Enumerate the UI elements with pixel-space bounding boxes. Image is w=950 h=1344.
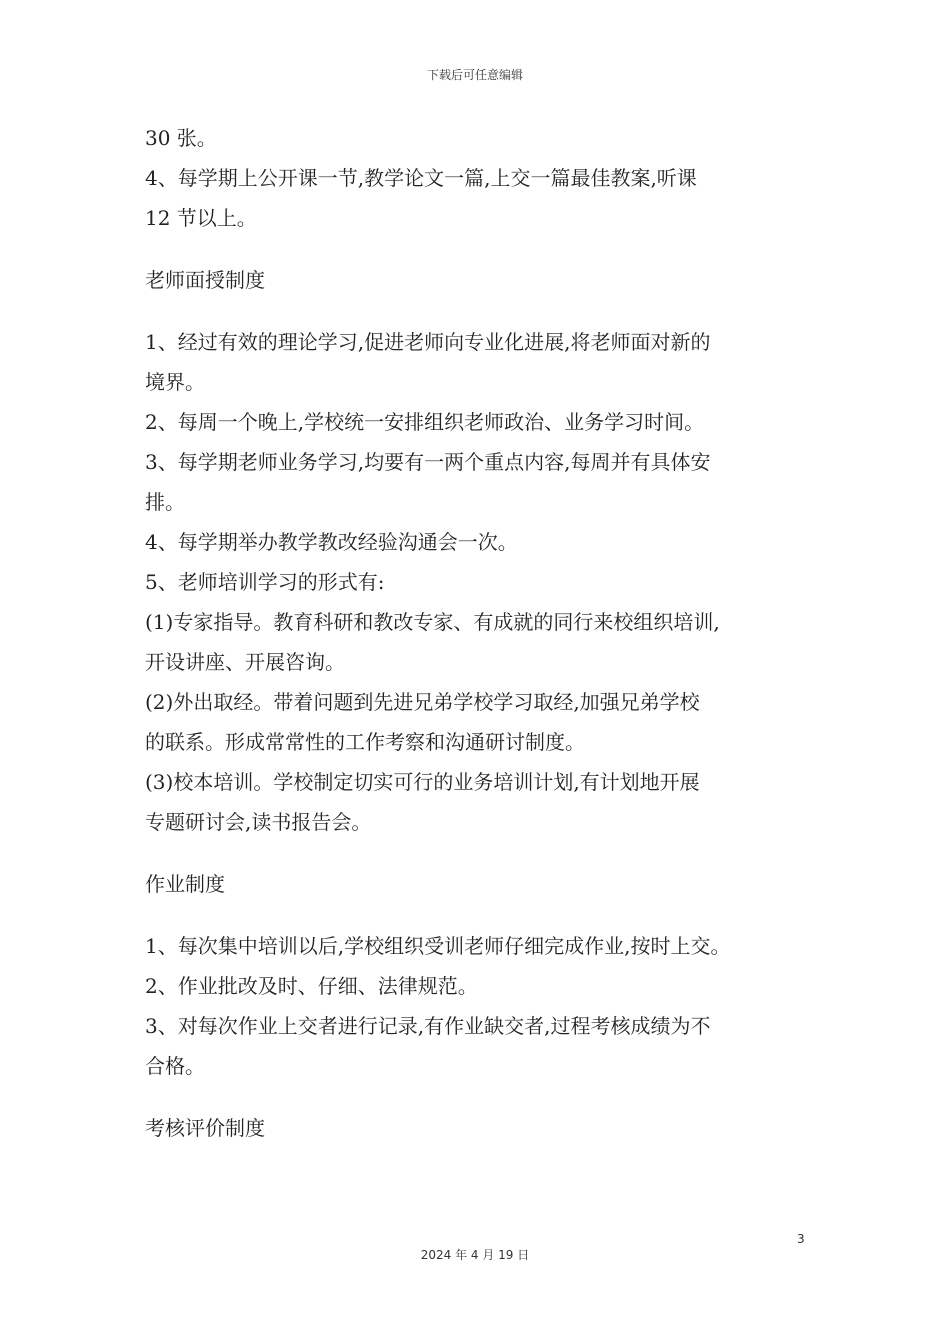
section-heading: 作业制度	[145, 872, 225, 896]
document-body	[145, 118, 835, 1148]
text-line: 12 节以上。	[145, 206, 257, 230]
text-line: 合格。	[145, 1054, 205, 1078]
page-number: 3	[797, 1232, 805, 1246]
page-header: 下载后可任意编辑	[426, 68, 523, 82]
text-line: 30 张。	[145, 126, 217, 150]
text-line: 开设讲座、开展咨询。	[145, 650, 345, 674]
text-line: (3)校本培训。学校制定切实可行的业务培训计划,有计划地开展	[145, 770, 700, 794]
text-line: 排。	[145, 490, 185, 514]
text-line: 4、每学期举办教学教改经验沟通会一次。	[145, 530, 518, 554]
text-line: 1、经过有效的理论学习,促进老师向专业化进展,将老师面对新的	[145, 330, 711, 354]
text-line: 5、老师培训学习的形式有:	[145, 570, 385, 594]
text-line: 3、每学期老师业务学习,均要有一两个重点内容,每周并有具体安	[145, 450, 711, 474]
text-line: 2、作业批改及时、仔细、法律规范。	[145, 974, 478, 998]
text-line: (2)外出取经。带着问题到先进兄弟学校学习取经,加强兄弟学校	[145, 690, 700, 714]
text-line: 4、每学期上公开课一节,教学论文一篇,上交一篇最佳教案,听课	[145, 166, 697, 190]
section-heading: 老师面授制度	[145, 268, 265, 292]
text-line: 1、每次集中培训以后,学校组织受训老师仔细完成作业,按时上交。	[145, 934, 731, 958]
page-footer-date: 2024 年 4 月 19 日	[420, 1248, 530, 1262]
text-line: (1)专家指导。教育科研和教改专家、有成就的同行来校组织培训,	[145, 610, 720, 634]
text-line: 专题研讨会,读书报告会。	[145, 810, 372, 834]
text-line: 3、对每次作业上交者进行记录,有作业缺交者,过程考核成绩为不	[145, 1014, 711, 1038]
section-heading: 考核评价制度	[145, 1116, 265, 1140]
text-line: 2、每周一个晚上,学校统一安排组织老师政治、业务学习时间。	[145, 410, 705, 434]
text-line: 境界。	[145, 370, 205, 394]
text-line: 的联系。形成常常性的工作考察和沟通研讨制度。	[145, 730, 585, 754]
